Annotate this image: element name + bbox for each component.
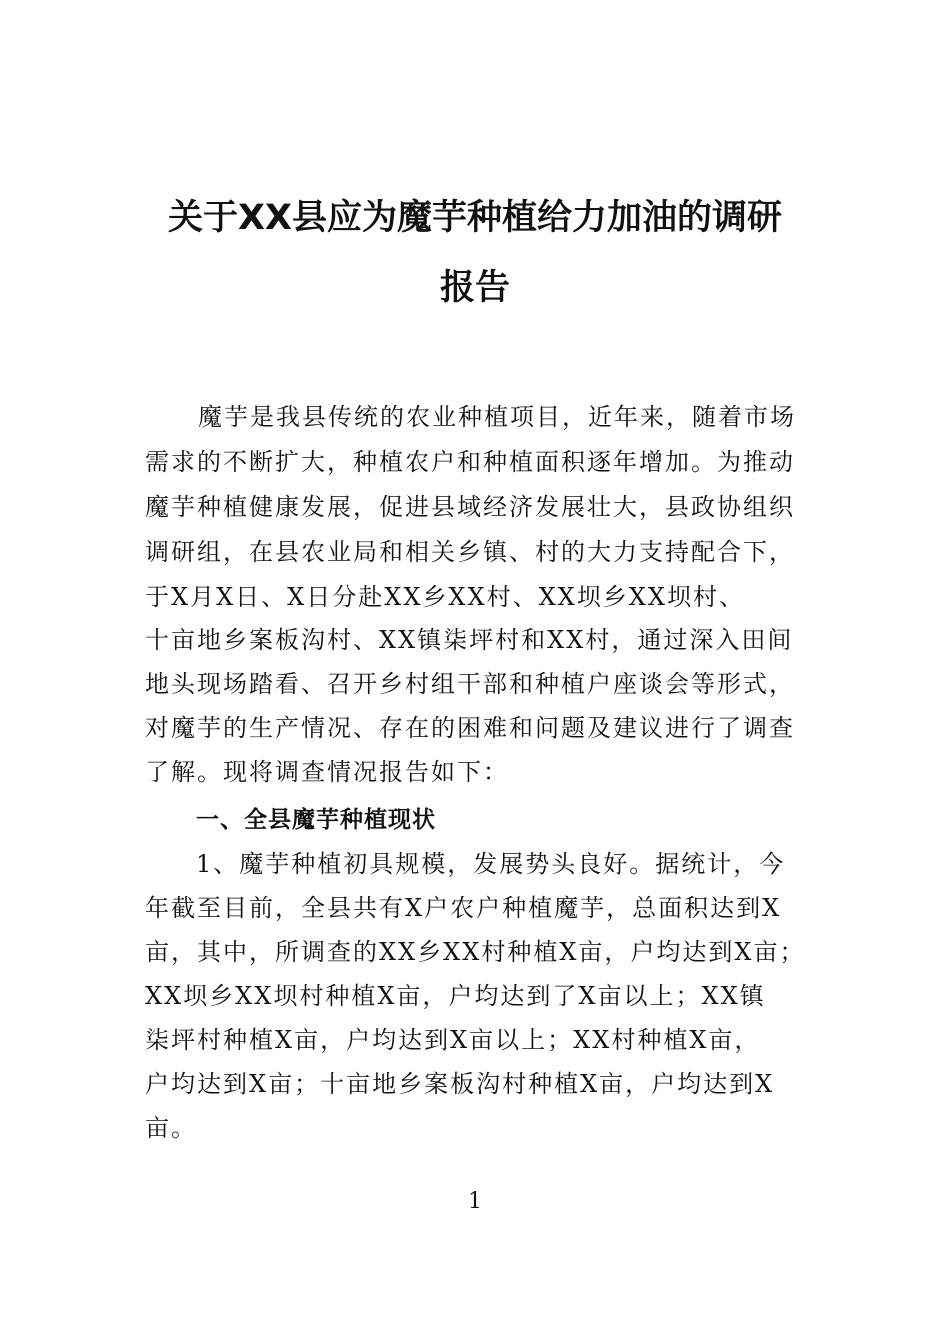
- intro-line-8: 对魔芋的生产情况、存在的困难和问题及建议进行了调查: [145, 714, 795, 742]
- document-title-line-1: 关于XX县应为魔芋种植给力加油的调研: [168, 198, 782, 238]
- intro-line-5: 于X月X日、X日分赴XX乡XX村、XX坝乡XX坝村、: [145, 583, 745, 611]
- intro-line-6: 十亩地乡案板沟村、XX镇柒坪村和XX村，通过深入田间: [145, 626, 794, 654]
- section-1-line-3: 亩，其中，所调查的XX乡XX村种植X亩，户均达到X亩；: [145, 938, 806, 966]
- intro-line-4: 调研组，在县农业局和相关乡镇、村的大力支持配合下，: [145, 538, 795, 566]
- section-1-line-2: 年截至目前，全县共有X户农户种植魔芋，总面积达到X: [145, 894, 782, 922]
- section-1-line-5: 柒坪村种植X亩，户均达到X亩以上；XX村种植X亩，: [145, 1026, 761, 1054]
- section-1-line-6: 户均达到X亩；十亩地乡案板沟村种植X亩，户均达到X: [145, 1070, 775, 1098]
- section-1-line-4: XX坝乡XX坝村种植X亩，户均达到了X亩以上；XX镇: [145, 982, 766, 1010]
- section-1-line-1: 1、魔芋种植初具规模，发展势头良好。据统计，今: [196, 850, 786, 878]
- section-1-line-7: 亩。: [145, 1114, 197, 1142]
- intro-line-2: 需求的不断扩大，种植农户和种植面积逐年增加。为推动: [145, 448, 795, 476]
- intro-line-9: 了解。现将调查情况报告如下：: [145, 758, 509, 786]
- page-number: 1: [468, 1189, 482, 1214]
- intro-line-7: 地头现场踏看、召开乡村组干部和种植户座谈会等形式，: [145, 670, 795, 698]
- document-title-line-2: 报告: [439, 268, 510, 308]
- section-1-heading: 一、全县魔芋种植现状: [196, 807, 436, 833]
- intro-line-3: 魔芋种植健康发展，促进县域经济发展壮大，县政协组织: [145, 493, 795, 521]
- intro-line-1: 魔芋是我县传统的农业种植项目，近年来，随着市场: [172, 403, 796, 431]
